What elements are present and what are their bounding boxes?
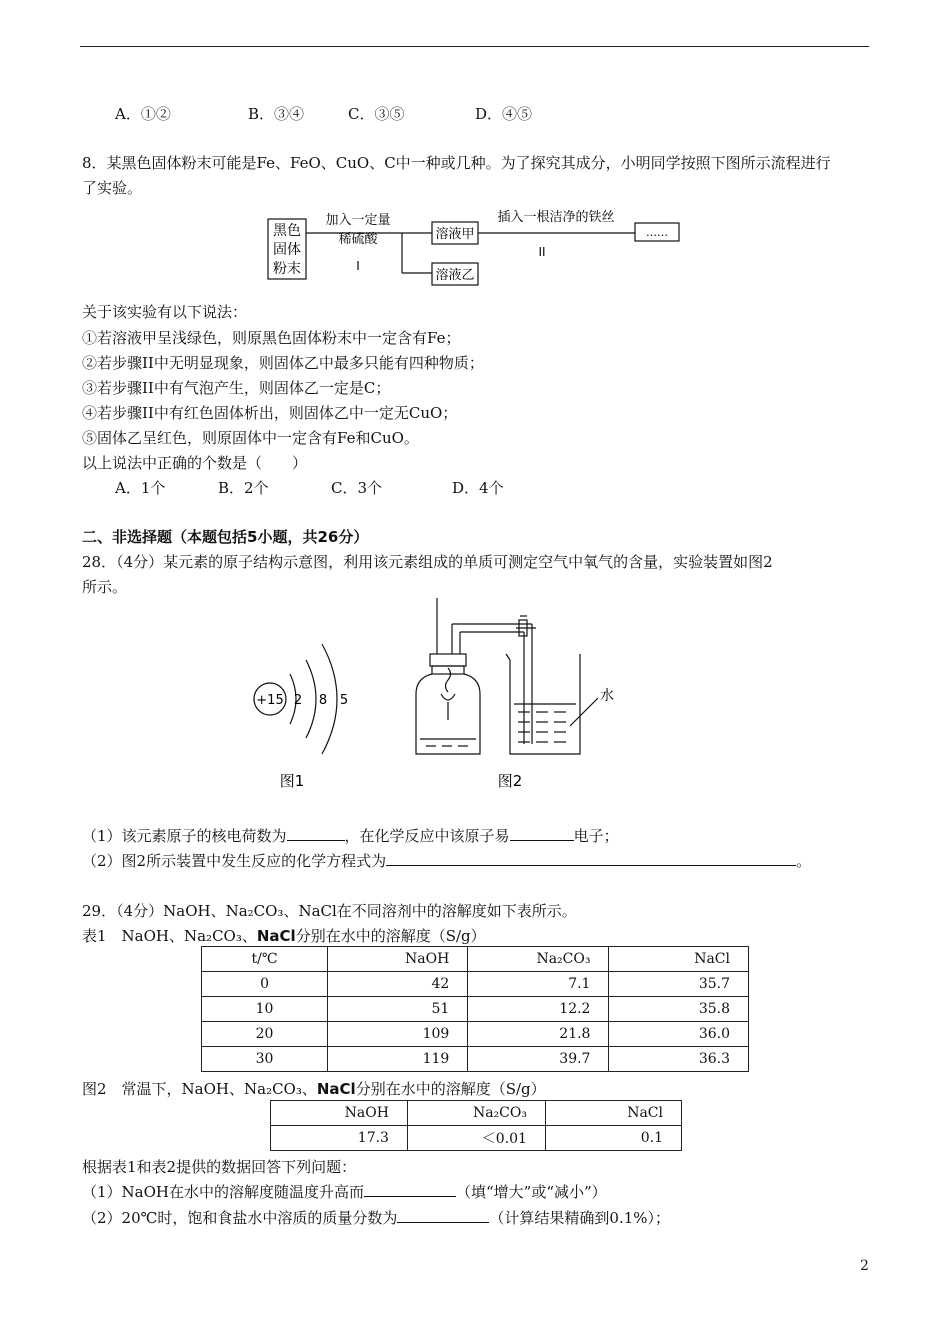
q29-sub2-text-a: （2）20℃时，饱和食盐水中溶质的质量分数为 bbox=[82, 1209, 398, 1227]
table1-header: t/℃ bbox=[202, 947, 328, 972]
q28-sub1-text-c: 电子； bbox=[573, 827, 619, 845]
table-row bbox=[202, 1022, 749, 1047]
fig2-caption: 图2 bbox=[497, 772, 523, 790]
q8-stem-line1: 8．某黑色固体粉末可能是Fe、FeO、CuO、C中一种或几种。为了探究其成分，小明同学按照下图所示流程进行 bbox=[82, 154, 831, 172]
q28-blank-2[interactable] bbox=[510, 826, 574, 841]
q8-option-b: B．2个 bbox=[218, 479, 269, 497]
flow-step1-label-2: 稀硫酸 bbox=[338, 232, 378, 247]
table-cell: 35.8 bbox=[609, 997, 749, 1022]
table-cell: 109 bbox=[328, 1022, 468, 1047]
flow-step1-label-1: 加入一定量 bbox=[325, 213, 391, 228]
table-cell: ＜0.01 bbox=[407, 1126, 545, 1151]
q28-stem-line1: 28．（4分）某元素的原子结构示意图，利用该元素组成的单质可测定空气中氧气的含量，实验装置如图2 bbox=[82, 553, 773, 571]
q29-blank-2[interactable] bbox=[397, 1208, 489, 1223]
table2-header: Na₂CO₃ bbox=[407, 1101, 545, 1126]
table2-caption-c: 分别在水中的溶解度（S/g） bbox=[355, 1080, 546, 1098]
q8-stem-line2: 了实验。 bbox=[82, 179, 143, 197]
q29-sub2 bbox=[82, 1207, 670, 1228]
q8-statement-1: ①若溶液甲呈浅绿色，则原黑色固体粉末中一定含有Fe； bbox=[82, 329, 461, 347]
table1-caption-b: NaCl bbox=[256, 927, 296, 945]
table-cell: 119 bbox=[328, 1047, 468, 1072]
table-row bbox=[271, 1126, 682, 1151]
q8-statement-4: ④若步骤II中有红色固体析出，则固体乙中一定无CuO； bbox=[82, 404, 458, 422]
atom-nucleus: +15 bbox=[256, 693, 284, 708]
section2-title: 二、非选择题（本题包括5小题，共26分） bbox=[82, 528, 369, 546]
q7-option-a: A．①② bbox=[115, 105, 171, 123]
table1-caption-c: 分别在水中的溶解度（S/g） bbox=[295, 927, 486, 945]
q7-option-d: D．④⑤ bbox=[475, 105, 533, 123]
table-cell: 42 bbox=[328, 972, 468, 997]
table2-header-row bbox=[271, 1101, 682, 1126]
q8-statement-3: ③若步骤II中有气泡产生，则固体乙一定是C； bbox=[82, 379, 391, 397]
q8-ask: 以上说法中正确的个数是（ ） bbox=[82, 454, 308, 472]
water-label: 水 bbox=[600, 688, 614, 704]
q28-sub1-text-b: ，在化学反应中该原子易 bbox=[344, 827, 510, 845]
fig1-caption: 图1 bbox=[279, 772, 305, 790]
table2-caption bbox=[82, 1078, 546, 1099]
q8-option-c: C．3个 bbox=[331, 479, 383, 497]
flow-step2-label: 插入一根洁净的铁丝 bbox=[497, 210, 615, 225]
table-cell: 17.3 bbox=[271, 1126, 408, 1151]
table-cell: 30 bbox=[202, 1047, 328, 1072]
q28-stem-line2: 所示。 bbox=[82, 578, 128, 596]
atom-shell-3: 5 bbox=[339, 693, 349, 708]
q8-statement-5: ⑤固体乙呈红色，则原固体中一定含有Fe和CuO。 bbox=[82, 429, 419, 447]
q8-option-a: A．1个 bbox=[115, 479, 166, 497]
q28-figures bbox=[240, 594, 630, 794]
table-cell: 51 bbox=[328, 997, 468, 1022]
q28-sub2 bbox=[82, 850, 811, 871]
table-cell: 7.1 bbox=[468, 972, 609, 997]
table2-caption-b: NaCl bbox=[316, 1080, 356, 1098]
flow-start-2: 固体 bbox=[273, 242, 301, 258]
q29-sub1 bbox=[82, 1181, 607, 1202]
table1-header: NaOH bbox=[328, 947, 468, 972]
solubility-table-2 bbox=[270, 1100, 682, 1151]
q29-stem: 29．（4分）NaOH、Na₂CO₃、NaCl在不同溶剂中的溶解度如下表所示。 bbox=[82, 902, 577, 920]
q28-sub2-text: （2）图2所示装置中发生反应的化学方程式为 bbox=[82, 852, 387, 870]
q7-option-b: B．③④ bbox=[248, 105, 305, 123]
q28-sub1 bbox=[82, 825, 619, 846]
flow-result: …… bbox=[646, 226, 668, 239]
flow-step2-num: II bbox=[538, 245, 546, 259]
atom-diagram bbox=[254, 644, 348, 754]
q29-sub1-text-a: （1）NaOH在水中的溶解度随温度升高而 bbox=[82, 1183, 364, 1201]
q29-sub1-text-b: （填“增大”或“减小”） bbox=[456, 1183, 607, 1201]
header-rule bbox=[80, 46, 869, 47]
table2-header: NaOH bbox=[271, 1101, 408, 1126]
table-cell: 39.7 bbox=[468, 1047, 609, 1072]
q7-option-c: C．③⑤ bbox=[348, 105, 405, 123]
q29-blank-1[interactable] bbox=[364, 1182, 456, 1197]
table-cell: 21.8 bbox=[468, 1022, 609, 1047]
flow-step1-num: I bbox=[356, 259, 360, 273]
table-row bbox=[202, 1047, 749, 1072]
table-cell: 0 bbox=[202, 972, 328, 997]
q8-intro: 关于该实验有以下说法： bbox=[82, 303, 248, 321]
flow-start-1: 黑色 bbox=[273, 223, 301, 239]
table1-header-row bbox=[202, 947, 749, 972]
q8-option-d: D．4个 bbox=[452, 479, 504, 497]
flow-product-a: 溶液甲 bbox=[435, 227, 475, 242]
q28-blank-3[interactable] bbox=[386, 851, 796, 866]
table-cell: 35.7 bbox=[609, 972, 749, 997]
table1-header: Na₂CO₃ bbox=[468, 947, 609, 972]
table-cell: 12.2 bbox=[468, 997, 609, 1022]
table-cell: 36.3 bbox=[609, 1047, 749, 1072]
q28-blank-1[interactable] bbox=[287, 826, 345, 841]
atom-shell-1: 2 bbox=[293, 693, 303, 708]
q29-sub2-text-b: （计算结果精确到0.1%）； bbox=[489, 1209, 671, 1227]
table-row bbox=[202, 997, 749, 1022]
q28-sub2-end: 。 bbox=[796, 852, 812, 870]
table-cell: 20 bbox=[202, 1022, 328, 1047]
q8-flow-diagram bbox=[260, 208, 690, 290]
table1-caption-a: 表1 NaOH、Na₂CO₃、 bbox=[82, 927, 257, 945]
table2-caption-a: 图2 常温下，NaOH、Na₂CO₃、 bbox=[82, 1080, 317, 1098]
page-number: 2 bbox=[860, 1258, 869, 1274]
solubility-table-1 bbox=[201, 946, 749, 1072]
table-row bbox=[202, 972, 749, 997]
flow-start-3: 粉末 bbox=[273, 261, 301, 277]
table1-header: NaCl bbox=[609, 947, 749, 972]
apparatus-diagram bbox=[416, 598, 598, 754]
table1-caption bbox=[82, 925, 486, 946]
q8-statement-2: ②若步骤II中无明显现象，则固体乙中最多只能有四种物质； bbox=[82, 354, 484, 372]
table-cell: 36.0 bbox=[609, 1022, 749, 1047]
table-cell: 0.1 bbox=[545, 1126, 681, 1151]
flow-product-b: 溶液乙 bbox=[435, 268, 475, 283]
atom-shell-2: 8 bbox=[318, 693, 328, 708]
q28-sub1-text-a: （1）该元素原子的核电荷数为 bbox=[82, 827, 287, 845]
table2-header: NaCl bbox=[545, 1101, 681, 1126]
q29-answer-intro: 根据表1和表2提供的数据回答下列问题： bbox=[82, 1158, 357, 1176]
table-cell: 10 bbox=[202, 997, 328, 1022]
